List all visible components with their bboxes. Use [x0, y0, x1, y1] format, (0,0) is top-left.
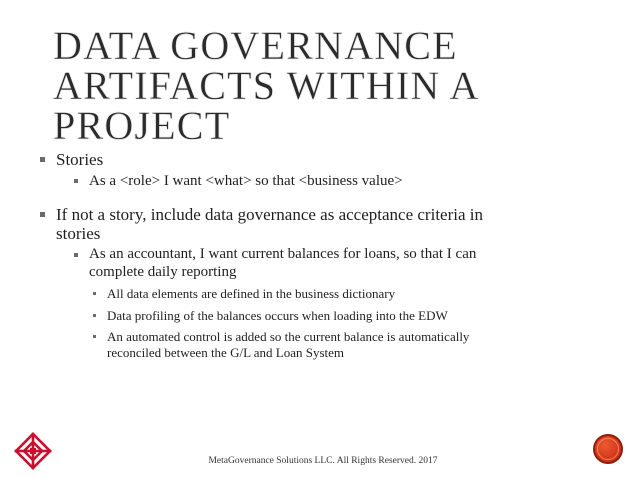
bullet-marker-icon: [40, 157, 45, 162]
bullet-marker-icon: [93, 335, 96, 338]
criteria-item-control-line1: An automated control is added so the current balance is automatically: [107, 329, 470, 344]
title-line-2: ARTIFACTS WITHIN A: [53, 63, 480, 108]
bullet-marker-icon: [74, 253, 78, 257]
sub-bullet-accountant-line2: complete daily reporting: [89, 264, 237, 280]
bullet-marker-icon: [74, 179, 78, 183]
bullet-acceptance-criteria-line1: If not a story, include data governance as acceptance criteria in: [56, 205, 483, 224]
bullet-acceptance-criteria-line2: stories: [56, 224, 101, 243]
slide-number-circle-icon: [593, 434, 623, 464]
title-line-1: DATA GOVERNANCE: [53, 23, 458, 68]
bullet-marker-icon: [93, 292, 96, 295]
bullet-stories: Stories: [56, 150, 104, 169]
title-line-3: PROJECT: [53, 103, 231, 148]
criteria-item-profiling: Data profiling of the balances occurs when loading into the EDW: [107, 308, 448, 323]
sub-bullet-accountant-line1: As an accountant, I want current balances for loans, so that I can: [89, 246, 477, 262]
criteria-item-dictionary: All data elements are defined in the business dictionary: [107, 286, 396, 301]
footer-copyright: MetaGovernance Solutions LLC. All Rights Reserved. 2017: [208, 456, 438, 466]
bullet-marker-icon: [40, 212, 45, 217]
sub-bullet-story-format: As a <role> I want <what> so that <business value>: [89, 173, 403, 189]
bullet-marker-icon: [93, 314, 96, 317]
metagovernance-logo-icon: [13, 431, 53, 471]
criteria-item-control-line2: reconciled between the G/L and Loan System: [107, 345, 345, 360]
